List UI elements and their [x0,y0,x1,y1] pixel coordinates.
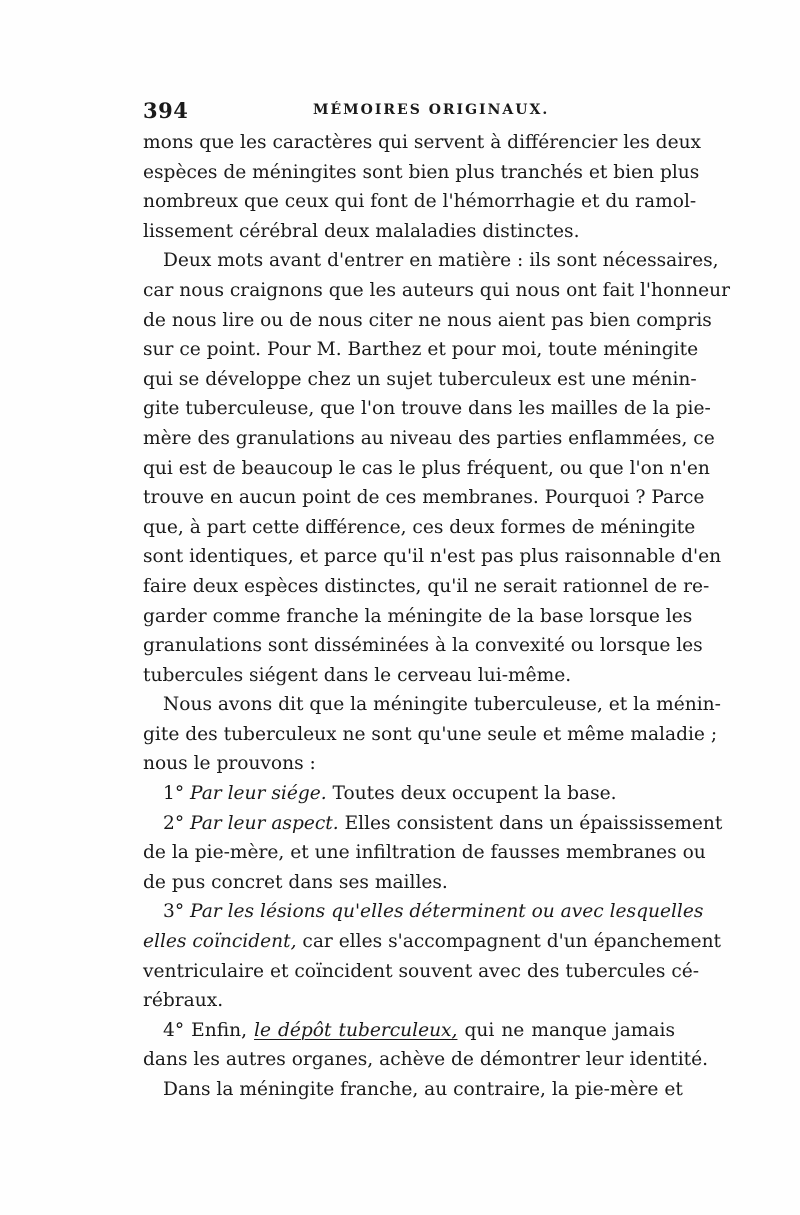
text-fragment: Elles consistent dans un épaississement [338,812,723,834]
text-line: mons que les caractères qui servent à différencier les deux [143,132,702,153]
text-line [143,927,722,957]
text-line: qui est de beaucoup le cas le plus fréquent, ou que l'on n'en [143,457,710,479]
text-line: lissement cérébral deux malaladies distinctes. [143,220,580,242]
text-line: dans les autres organes, achève de démontrer leur identité. [143,1049,709,1071]
text-line: de pus concret dans ses mailles. [143,871,448,893]
text-line: de la pie-mère, et une infiltration de fausses membranes ou [143,842,706,864]
italic-phrase: Par leur aspect. [190,812,339,834]
text-line: rébraux. [143,990,224,1012]
text-line: gite des tuberculeux ne sont qu'une seule et même maladie ; [143,723,718,745]
text-fragment: qui ne manque jamais [457,1019,675,1041]
text-line: faire deux espèces distinctes, qu'il ne serait rationnel de re- [143,575,710,597]
list-number: 4° Enfin, [163,1019,255,1041]
text-line [143,779,675,809]
text-line: qui se développe chez un sujet tuberculeux est une ménin- [143,368,697,390]
text-line: garder comme franche la méningite de la base lorsque les [143,605,693,627]
list-number: 1° [163,783,191,805]
running-title: MÉMOIRES ORIGINAUX. [313,102,550,118]
text-line: gite tuberculeuse, que l'on trouve dans les mailles de la pie- [143,398,711,420]
text-line: de nous lire ou de nous citer ne nous aient pas bien compris [143,309,712,331]
italic-phrase: Par les lésions qu'elles déterminent ou avec lesquelles [190,901,704,923]
text-line: que, à part cette différence, ces deux formes de méningite [143,516,696,538]
text-line: mère des granulations au niveau des parties enflammées, ce [143,427,715,449]
italic-phrase: elles coïncident, [143,931,297,953]
italic-phrase: Par leur siége. [190,783,327,805]
body-text [143,128,731,1105]
text-line: Deux mots avant d'entrer en matière : ils sont nécessaires, [163,250,719,272]
text-line: ventriculaire et coïncident souvent avec des tubercules cé- [143,960,700,982]
text-fragment: car elles s'accompagnent d'un épanchement [296,931,722,953]
underlined-phrase: le dépôt tuberculeux, [254,1019,458,1041]
text-line: Nous avons dit que la méningite tuberculeuse, et la ménin- [163,694,721,716]
text-line: nombreux que ceux qui font de l'hémorrhagie et du ramol- [143,191,697,213]
text-line: espèces de méningites sont bien plus tranchés et bien plus [143,161,700,183]
text-line: Dans la méningite franche, au contraire, la pie-mère et [163,1079,683,1100]
list-number: 3° [163,901,191,923]
text-line: trouve en aucun point de ces membranes. Pourquoi ? Parce [143,487,705,509]
page-number: 394 [143,98,189,123]
page-header [143,98,673,124]
text-line: car nous craignons que les auteurs qui nous ont fait l'honneur [143,279,731,301]
text-line: sur ce point. Pour M. Barthez et pour moi, toute méningite [143,339,699,361]
text-line: tubercules siégent dans le cerveau lui-même. [143,664,572,686]
text-line [143,809,723,839]
text-line [143,1016,675,1046]
text-line: nous le prouvons : [143,753,316,775]
text-line: granulations sont disséminées à la convexité ou lorsque les [143,635,703,657]
list-number: 2° [163,812,191,834]
text-fragment: Toutes deux occupent la base. [326,783,617,805]
text-line [143,897,704,927]
text-line: sont identiques, et parce qu'il n'est pas plus raisonnable d'en [143,546,722,568]
